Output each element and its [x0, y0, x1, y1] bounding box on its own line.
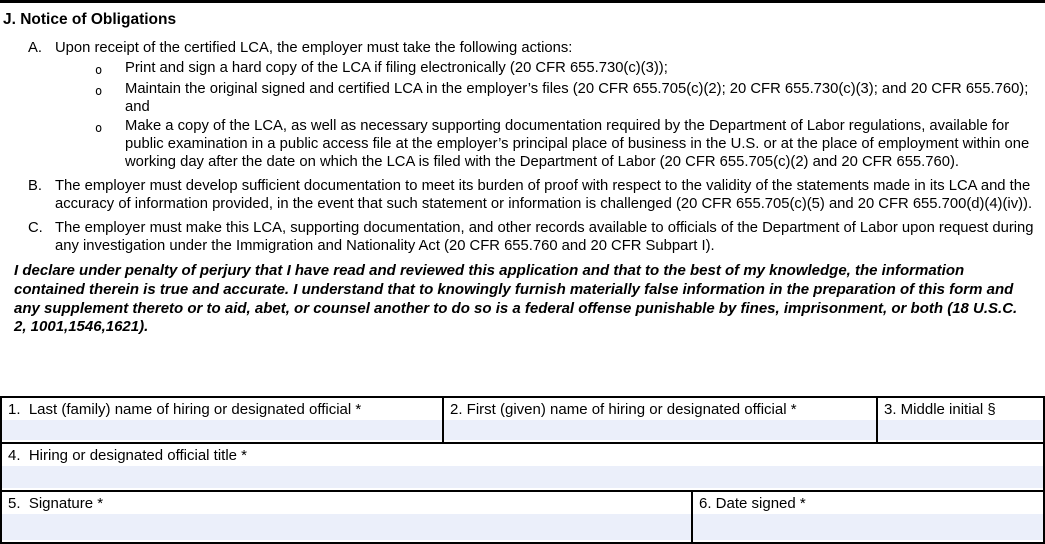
middle-initial-label: 3. Middle initial §	[884, 401, 996, 418]
obligations-list	[0, 29, 1045, 255]
section-heading: J. Notice of Obligations	[3, 11, 177, 28]
circle-bullet-icon: o	[95, 83, 103, 98]
field-middle-initial	[878, 398, 1043, 442]
item-a-bullet-list	[55, 59, 1037, 171]
bullet-text-make-copy: Make a copy of the LCA, as well as necessary supporting documentation required by the Department of Labor regulations, available for public examination in a public access file at the employer’s principal place of business in the U.S. or at the place of employment within one working day after the date on which the LCA is filed with the Department of Labor (20 CFR 655.705(c)(2) and 20 CFR 655.760).	[125, 117, 1030, 171]
field-signature	[2, 492, 693, 542]
circle-bullet-icon: o	[95, 120, 103, 135]
field-date-signed	[693, 492, 1043, 542]
official-title-label: 4. Hiring or designated official title *	[8, 447, 248, 464]
item-c-marker: C.	[28, 219, 43, 236]
last-name-label: 1. Last (family) name of hiring or designated official *	[8, 401, 362, 418]
date-signed-input[interactable]	[693, 514, 1043, 540]
obligation-item-c	[28, 219, 1037, 256]
obligation-item-a	[28, 39, 1037, 172]
circle-bullet-icon: o	[95, 63, 103, 78]
middle-initial-input[interactable]	[878, 420, 1043, 440]
perjury-declaration: I declare under penalty of perjury that I have read and reviewed this application and that to the best of my knowledge, the information contained therein is true and accurate. I understand that to knowingly furnish materially false information in the preparation of this form and any supplement thereto or to aid, abet, or counsel another to do so is a federal offense punishable by fines, imprisonment, or both (18 U.S.C. 2, 1001,1546,1621).	[14, 262, 1018, 336]
date-signed-label: 6. Date signed *	[699, 495, 806, 512]
item-a-text: Upon receipt of the certified LCA, the employer must take the following actions:	[55, 40, 573, 56]
table-row-signature	[2, 492, 1043, 542]
official-title-input[interactable]	[2, 466, 1043, 488]
obligation-item-b	[28, 177, 1037, 214]
bullet-text-maintain-original: Maintain the original signed and certified LCA in the employer’s files (20 CFR 655.705(c)(2); 20 CFR 655.730(c)(3); and 20 CFR 655.760); and	[125, 80, 1029, 116]
bullet-item	[55, 117, 1037, 172]
signature-input[interactable]	[2, 514, 691, 540]
last-name-input[interactable]	[2, 420, 442, 440]
signature-fields-table	[0, 396, 1045, 544]
item-b-marker: B.	[28, 177, 42, 194]
first-name-input[interactable]	[444, 420, 876, 440]
first-name-label: 2. First (given) name of hiring or designated official *	[450, 401, 797, 418]
table-row-title	[2, 444, 1043, 492]
field-official-title	[2, 444, 1043, 490]
field-first-name	[444, 398, 878, 442]
bullet-text-print-sign: Print and sign a hard copy of the LCA if filing electronically (20 CFR 655.730(c)(3));	[125, 60, 668, 77]
item-b-text: The employer must develop sufficient documentation to meet its burden of proof with respect to the validity of the statements made in its LCA and the accuracy of information provided, in the event that such statement or information is challenged (20 CFR 655.705(c)(5) and 20 CFR 655.700(d)(4)(iv)).	[55, 177, 1033, 213]
item-c-text: The employer must make this LCA, supporting documentation, and other records available to officials of the Department of Labor upon request during any investigation under the Immigration and Nationality Act (20 CFR 655.760 and 20 CFR Subpart I).	[55, 219, 1034, 255]
field-last-name	[2, 398, 444, 442]
bullet-item	[55, 59, 1037, 79]
bullet-item	[55, 80, 1037, 117]
signature-label: 5. Signature *	[8, 495, 104, 512]
table-row-names	[2, 398, 1043, 444]
item-a-marker: A.	[28, 40, 42, 56]
